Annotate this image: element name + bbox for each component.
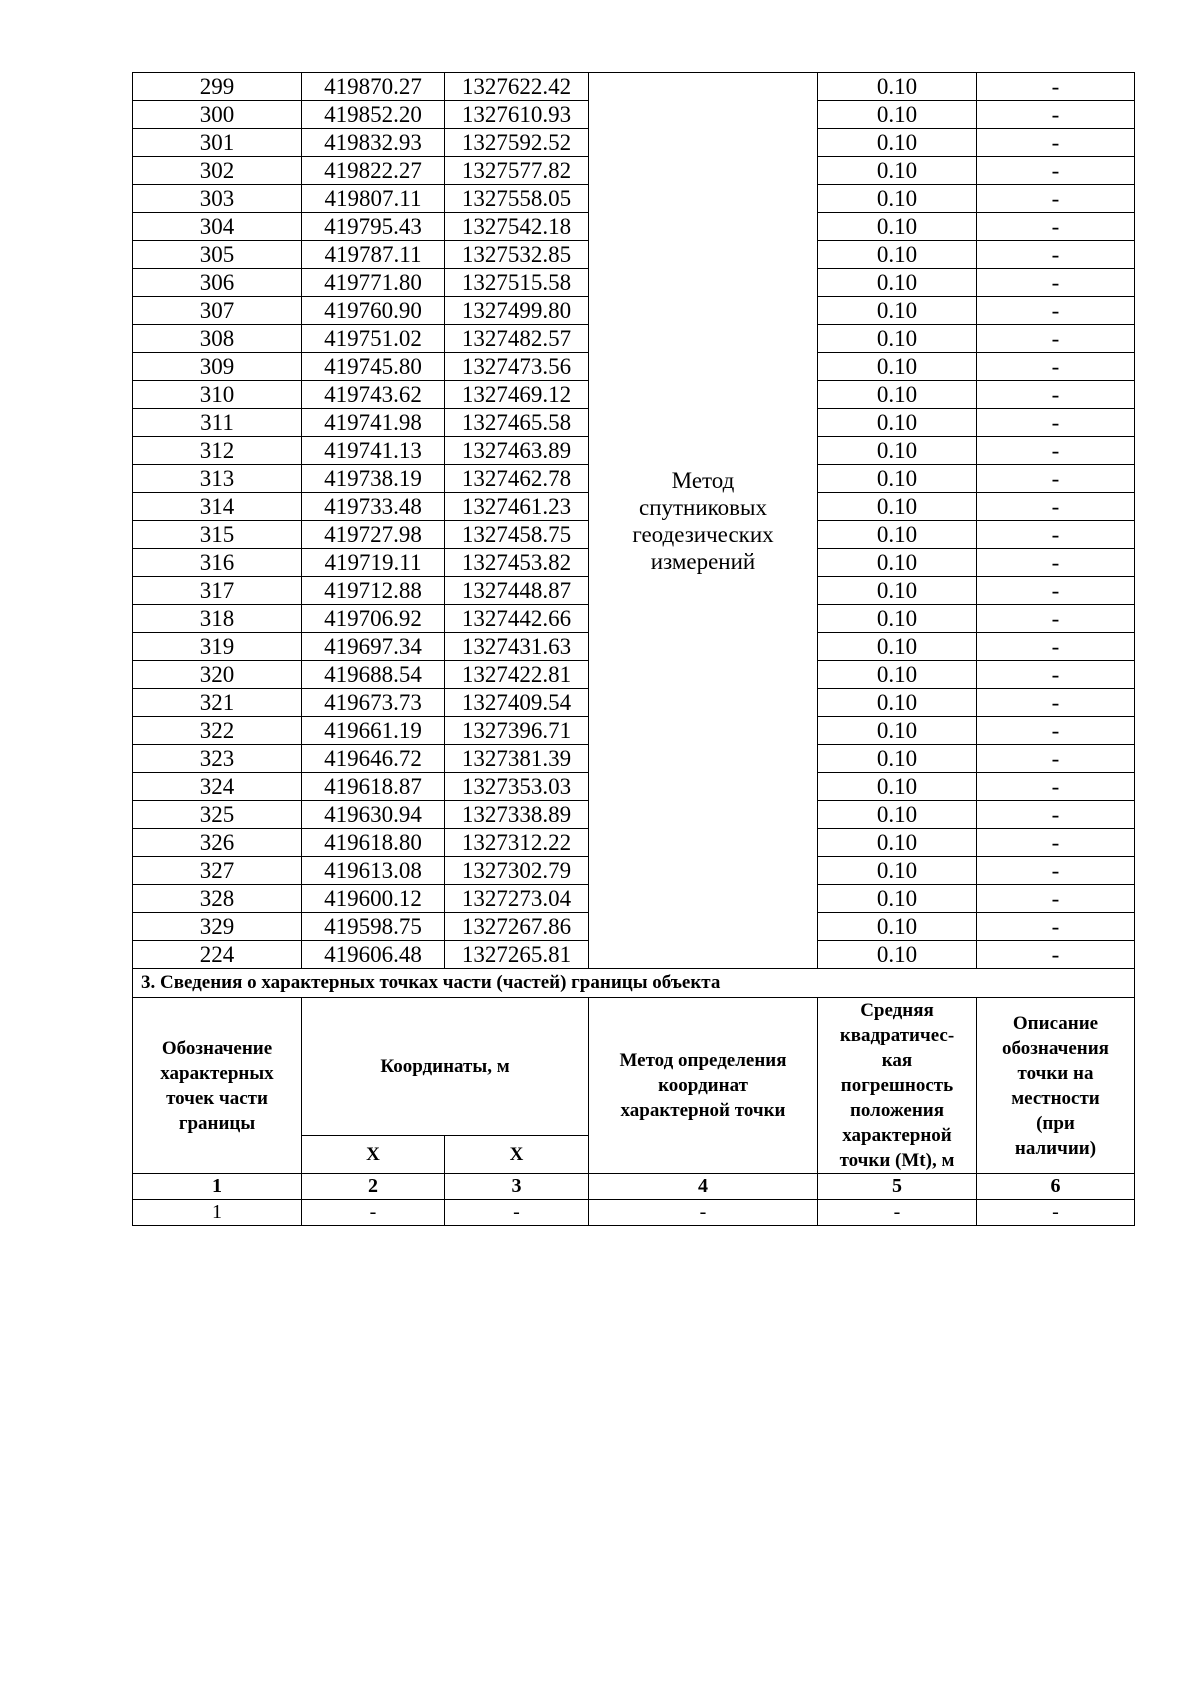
table-cell: 317 [133,577,302,605]
table-cell: 1327592.52 [445,129,589,157]
table-cell: 1327396.71 [445,717,589,745]
table-cell: 318 [133,605,302,633]
table-cell: 419795.43 [302,213,445,241]
table-cell: - [977,269,1135,297]
header-error-line: погрешность [840,1075,954,1096]
table-cell: 0.10 [818,661,977,689]
table-cell: 1327558.05 [445,185,589,213]
table-cell: 327 [133,857,302,885]
header-description-line: точки на [1017,1062,1094,1084]
table-cell: 1327381.39 [445,745,589,773]
method-line: геодезических [632,521,774,547]
header-error [818,998,977,1174]
table-cell: 419688.54 [302,661,445,689]
table-cell: 419832.93 [302,129,445,157]
table-cell: - [977,549,1135,577]
table-cell: 419738.19 [302,465,445,493]
header-designation-line: точек части [166,1087,268,1109]
table-cell: 1327442.66 [445,605,589,633]
table-cell: 0.10 [818,353,977,381]
section3-header-row [133,998,1135,1136]
table-cell: 1327469.12 [445,381,589,409]
table-cell: 310 [133,381,302,409]
table-cell: 0.10 [818,381,977,409]
table-cell: 419807.11 [302,185,445,213]
table-cell: 1327473.56 [445,353,589,381]
table-cell: 305 [133,241,302,269]
header-error-line: характерной [842,1125,952,1146]
table-cell: - [977,913,1135,941]
table-cell: 1 [133,1200,302,1226]
table-cell: - [977,829,1135,857]
table-cell: - [977,353,1135,381]
table-cell: - [977,409,1135,437]
table-cell: 0.10 [818,857,977,885]
table-cell: - [977,185,1135,213]
method-line: спутниковых [638,494,767,520]
table-cell: 1327448.87 [445,577,589,605]
table-cell: 0.10 [818,633,977,661]
table-cell: 1327422.81 [445,661,589,689]
points-body [133,73,1135,969]
table-cell: 419606.48 [302,941,445,969]
header-method [589,998,818,1174]
table-cell: 307 [133,297,302,325]
table-cell: - [977,857,1135,885]
table-cell: - [977,213,1135,241]
table-cell: 1327532.85 [445,241,589,269]
table-cell: 419741.13 [302,437,445,465]
table-cell: 0.10 [818,297,977,325]
table-cell: 1327482.57 [445,325,589,353]
table-cell: 419741.98 [302,409,445,437]
table-cell: 419646.72 [302,745,445,773]
table-cell: 0.10 [818,689,977,717]
table-cell: - [977,1200,1135,1226]
table-cell: - [977,101,1135,129]
table-cell: 1327622.42 [445,73,589,101]
table-cell: - [977,941,1135,969]
column-number: 2 [302,1174,445,1200]
table-row [133,73,1135,101]
header-designation-line: Обозначение [161,1037,273,1059]
table-cell: - [977,325,1135,353]
table-cell: 304 [133,213,302,241]
table-cell: 419743.62 [302,381,445,409]
table-cell: 419771.80 [302,269,445,297]
table-cell: - [977,465,1135,493]
table-cell: 0.10 [818,829,977,857]
table-cell: 419600.12 [302,885,445,913]
header-designation [133,998,302,1174]
column-number: 4 [589,1174,818,1200]
table-cell: - [977,381,1135,409]
table-cell: 0.10 [818,269,977,297]
table-cell: 315 [133,521,302,549]
table-cell: 0.10 [818,773,977,801]
table-cell: 312 [133,437,302,465]
header-description-line: наличии) [1014,1137,1097,1159]
table-cell: 419760.90 [302,297,445,325]
table-cell: 419751.02 [302,325,445,353]
table-cell: 0.10 [818,913,977,941]
table-cell: 0.10 [818,157,977,185]
table-cell: 419852.20 [302,101,445,129]
header-designation-line: характерных [160,1062,274,1084]
boundary-points-table [132,72,1135,1226]
table-cell: - [818,1200,977,1226]
table-cell: 0.10 [818,437,977,465]
column-number: 6 [977,1174,1135,1200]
table-cell: 322 [133,717,302,745]
table-cell: 0.10 [818,745,977,773]
table-cell: 329 [133,913,302,941]
table-cell: 0.10 [818,941,977,969]
table-cell: 319 [133,633,302,661]
table-cell: - [977,773,1135,801]
table-cell: 1327465.58 [445,409,589,437]
table-cell: 1327409.54 [445,689,589,717]
header-description-line: местности [1011,1087,1100,1109]
table-cell: - [977,605,1135,633]
table-cell: 0.10 [818,325,977,353]
table-cell: 0.10 [818,577,977,605]
header-error-line: положения [849,1100,945,1121]
table-cell: - [977,633,1135,661]
table-cell: 1327515.58 [445,269,589,297]
column-numbers-row [133,1174,1135,1200]
table-cell: 0.10 [818,185,977,213]
table-cell: 0.10 [818,885,977,913]
header-error-line: точки (Mt), м [839,1150,955,1171]
table-cell: 1327462.78 [445,465,589,493]
table-cell: 0.10 [818,213,977,241]
table-cell: 300 [133,101,302,129]
table-cell: 0.10 [818,73,977,101]
section3-body [133,969,1135,1226]
table-cell: 321 [133,689,302,717]
table-cell: 419787.11 [302,241,445,269]
column-number: 3 [445,1174,589,1200]
table-cell: 419745.80 [302,353,445,381]
table-cell: - [445,1200,589,1226]
table-cell: 419618.80 [302,829,445,857]
method-line: измерений [650,548,756,574]
table-cell: 1327463.89 [445,437,589,465]
table-cell: 419598.75 [302,913,445,941]
table-cell: 0.10 [818,465,977,493]
table-cell: 1327312.22 [445,829,589,857]
header-error-line: квадратичес- [839,1025,955,1046]
section3-title: 3. Сведения о характерных точках части (частей) границы объекта [133,969,1135,998]
table-cell: 320 [133,661,302,689]
table-cell: 309 [133,353,302,381]
header-method-line: характерной точки [620,1100,786,1121]
table-cell: 311 [133,409,302,437]
table-cell: - [589,1200,818,1226]
table-cell: 419733.48 [302,493,445,521]
table-cell: 419630.94 [302,801,445,829]
header-description [977,998,1135,1174]
table-cell: 419727.98 [302,521,445,549]
table-cell: 0.10 [818,409,977,437]
table-cell: 299 [133,73,302,101]
method-line: Метод [671,467,735,493]
section3-data-row [133,1200,1135,1226]
table-cell: 0.10 [818,801,977,829]
table-cell: 419712.88 [302,577,445,605]
table-cell: 419870.27 [302,73,445,101]
table-cell: 1327273.04 [445,885,589,913]
table-cell: 1327431.63 [445,633,589,661]
table-cell: 325 [133,801,302,829]
table-cell: 303 [133,185,302,213]
table-cell: - [977,717,1135,745]
table-cell: 316 [133,549,302,577]
table-cell: 419673.73 [302,689,445,717]
table-cell: 301 [133,129,302,157]
table-cell: 224 [133,941,302,969]
table-cell: 1327542.18 [445,213,589,241]
table-cell: - [977,297,1135,325]
table-cell: - [977,437,1135,465]
table-cell: 0.10 [818,241,977,269]
table-cell: 419618.87 [302,773,445,801]
table-cell: - [977,689,1135,717]
table-cell: 1327610.93 [445,101,589,129]
table-cell: 1327353.03 [445,773,589,801]
table-cell: 324 [133,773,302,801]
table-cell: 0.10 [818,549,977,577]
table-cell: - [977,885,1135,913]
table-cell: 419706.92 [302,605,445,633]
table-cell: - [977,241,1135,269]
table-cell: 1327338.89 [445,801,589,829]
table-cell: 0.10 [818,101,977,129]
header-error-line: Средняя [860,1000,934,1021]
table-cell: 1327265.81 [445,941,589,969]
header-method-line: Метод определения [619,1050,787,1071]
table-cell: - [977,521,1135,549]
table-cell: 419719.11 [302,549,445,577]
table-cell: 0.10 [818,521,977,549]
table-cell: - [977,745,1135,773]
table-cell: - [977,661,1135,689]
table-cell: 314 [133,493,302,521]
table-cell: 1327302.79 [445,857,589,885]
header-coordinates: Координаты, м [302,998,589,1136]
table-cell: 419613.08 [302,857,445,885]
table-cell: 1327577.82 [445,157,589,185]
table-cell: 323 [133,745,302,773]
table-cell: 313 [133,465,302,493]
column-number: 1 [133,1174,302,1200]
table-cell: - [977,157,1135,185]
section3-title-row [133,969,1135,998]
table-cell: 308 [133,325,302,353]
method-cell [589,73,818,969]
table-cell: 1327461.23 [445,493,589,521]
table-cell: 419822.27 [302,157,445,185]
header-x1: X [302,1136,445,1174]
table-cell: - [977,577,1135,605]
table-cell: 0.10 [818,717,977,745]
header-method-line: координат [658,1075,748,1096]
table-cell: 0.10 [818,493,977,521]
table-cell: - [977,801,1135,829]
header-description-line: Описание [1012,1012,1099,1034]
table-cell: 1327458.75 [445,521,589,549]
table-cell: 328 [133,885,302,913]
header-description-line: обозначения [1002,1037,1109,1059]
table-cell: 302 [133,157,302,185]
column-number: 5 [818,1174,977,1200]
table-cell: 0.10 [818,129,977,157]
table-cell: - [977,73,1135,101]
table-cell: - [977,493,1135,521]
table-cell: 1327499.80 [445,297,589,325]
table-cell: 1327267.86 [445,913,589,941]
header-description-line: (при [1036,1112,1075,1134]
table-cell: 419661.19 [302,717,445,745]
table-cell: - [302,1200,445,1226]
table-cell: 306 [133,269,302,297]
table-cell: 0.10 [818,605,977,633]
table-cell: 419697.34 [302,633,445,661]
header-designation-line: границы [178,1112,256,1134]
table-cell: - [977,129,1135,157]
table-cell: 326 [133,829,302,857]
header-error-line: кая [881,1050,913,1071]
table-cell: 1327453.82 [445,549,589,577]
header-x2: X [445,1136,589,1174]
